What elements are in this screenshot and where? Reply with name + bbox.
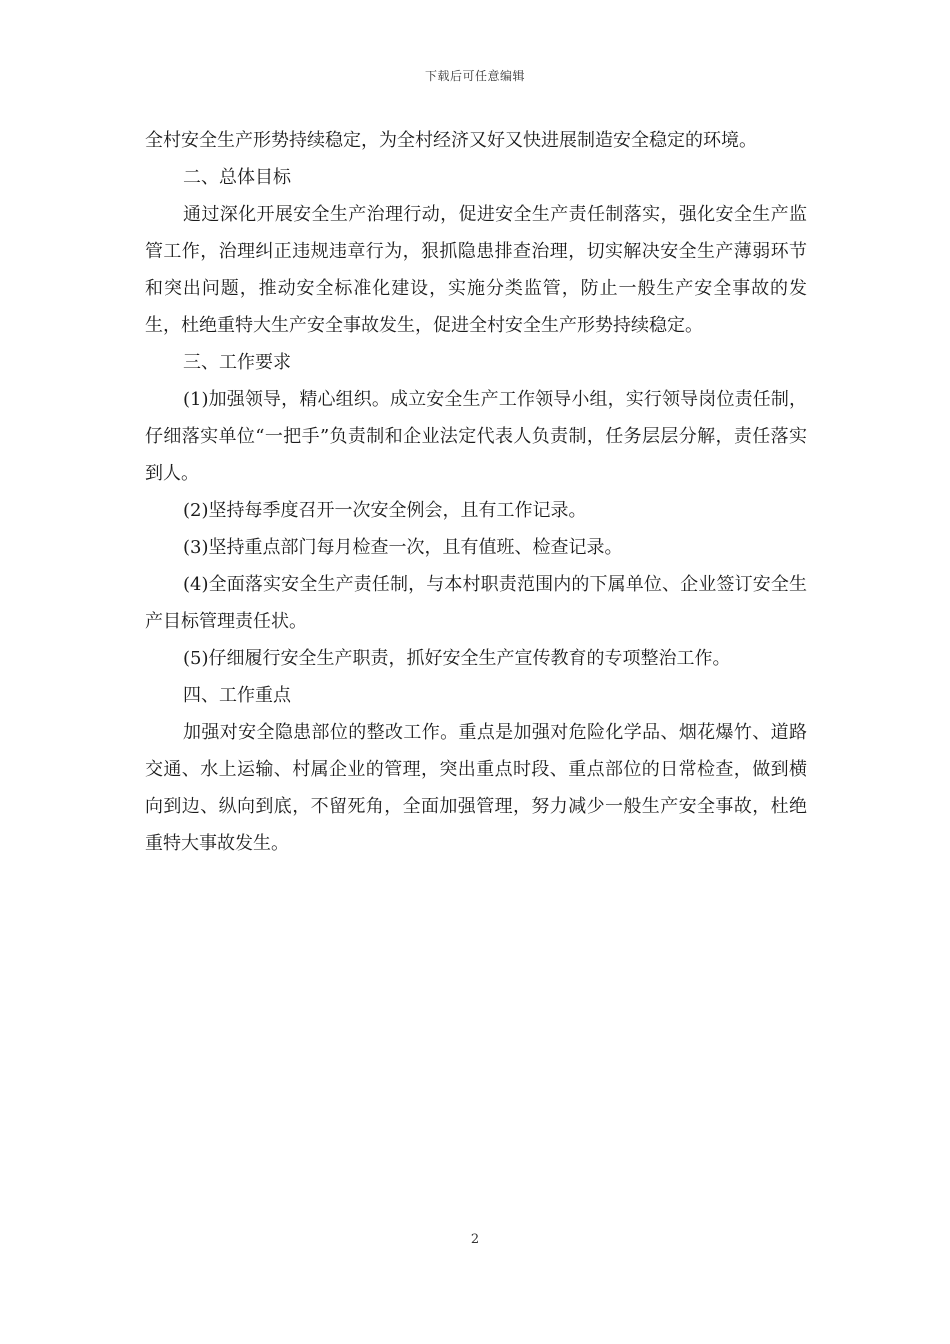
paragraph: 全村安全生产形势持续稳定，为全村经济又好又快进展制造安全稳定的环境。 — [145, 130, 757, 151]
section-heading: 二、总体目标 — [183, 167, 291, 188]
paragraph: 加强对安全隐患部位的整改工作。重点是加强对危险化学品、烟花爆竹、道路交通、水上运输、村属企业的管理，突出重点时段、重点部位的日常检查，做到横向到边、纵向到底，不留死角，全面加强管理，努力减少一般生产安全事故，杜绝重特大事故发生。 — [145, 722, 807, 854]
list-item: (3)坚持重点部门每月检查一次，且有值班、检查记录。 — [183, 537, 623, 558]
paragraph: 通过深化开展安全生产治理行动，促进安全生产责任制落实，强化安全生产监管工作，治理纠正违规违章行为，狠抓隐患排查治理，切实解决安全生产薄弱环节和突出问题，推动安全标准化建设，实施分类监管，防止一般生产安全事故的发生，杜绝重特大生产安全事故发生，促进全村安全生产形势持续稳定。 — [145, 204, 807, 336]
list-item: (2)坚持每季度召开一次安全例会，且有工作记录。 — [183, 500, 587, 521]
list-item: (4)全面落实安全生产责任制，与本村职责范围内的下属单位、企业签订安全生产目标管理责任状。 — [145, 574, 807, 632]
document-body — [145, 122, 807, 862]
section-heading: 三、工作要求 — [183, 352, 291, 373]
list-item: (5)仔细履行安全生产职责，抓好安全生产宣传教育的专项整治工作。 — [183, 648, 731, 669]
list-item: (1)加强领导，精心组织。成立安全生产工作领导小组，实行领导岗位责任制，仔细落实单位“一把手”负责制和企业法定代表人负责制，任务层层分解，责任落实到人。 — [145, 389, 807, 484]
page-header: 下载后可任意编辑 — [424, 69, 525, 83]
section-heading: 四、工作重点 — [183, 685, 291, 706]
page-number: 2 — [470, 1232, 480, 1247]
